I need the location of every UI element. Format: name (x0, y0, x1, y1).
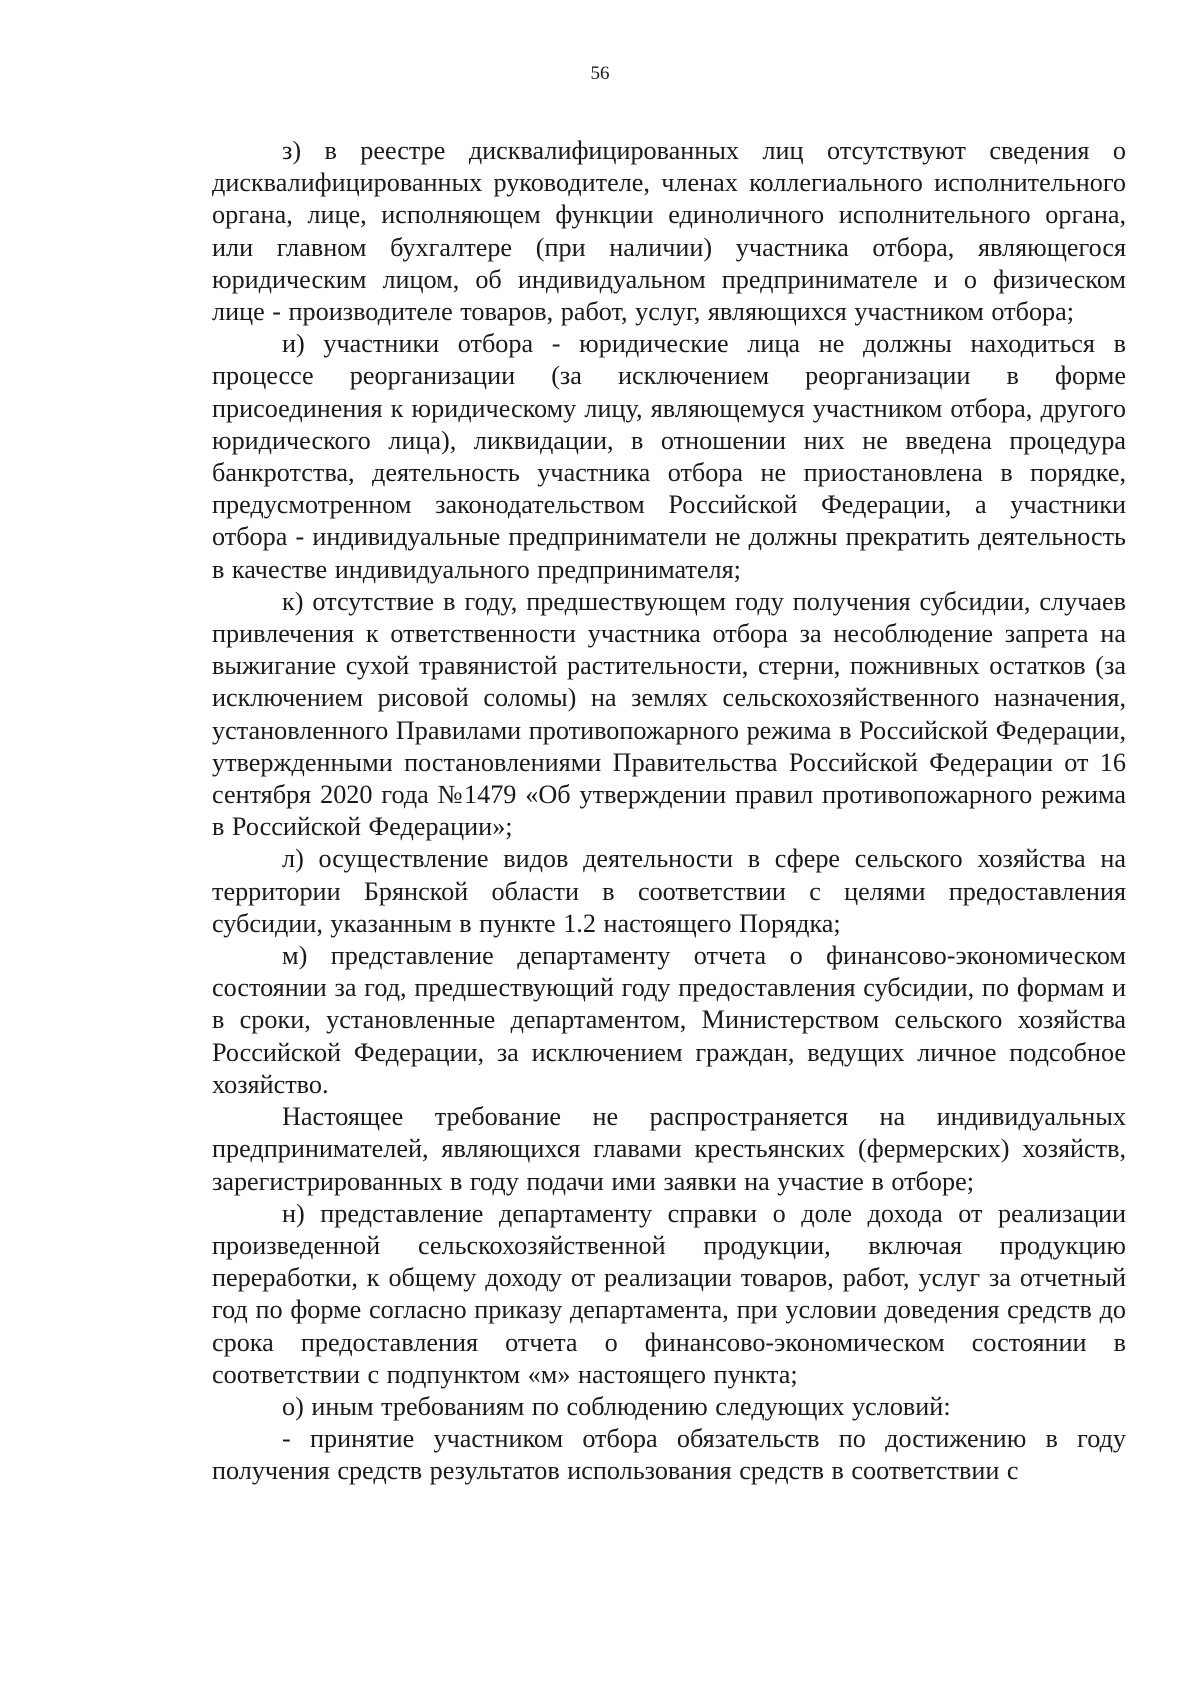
paragraph-n: н) представление департаменту справки о доле дохода от реализации произведенной сельскохозяйственной продукции, включая продукцию переработки, к общему доходу от реализации товаров, работ, услуг за отчетный год по форме согласно приказу департамента, при условии доведения средств до срока предоставления отчета о финансово-экономическом состоянии в соответствии с подпунктом «м» настоящего пункта; (212, 1198, 1126, 1389)
document-body (212, 135, 1126, 1488)
page-number: 56 (590, 63, 610, 84)
paragraph-i: и) участники отбора - юридические лица не должны находиться в процессе реорганизации (за исключением реорганизации в форме присоединения к юридическому лицу, являющемуся участником отбора, другого юридического лица), ликвидации, в отношении них не введена процедура банкротства, деятельность участника отбора не приостановлена в порядке, предусмотренном законодательством Российской Федерации, а участники отбора - индивидуальные предприниматели не должны прекратить деятельность в качестве индивидуального предпринимателя; (212, 329, 1126, 584)
paragraph-z: з) в реестре дисквалифицированных лиц отсутствуют сведения о дисквалифицированных руководителе, членах коллегиального исполнительного органа, лице, исполняющем функции единоличного исполнительного органа, или главном бухгалтере (при наличии) участника отбора, являющегося юридическим лицом, об индивидуальном предпринимателе и о физическом лице - производителе товаров, работ, услуг, являющихся участником отбора; (212, 136, 1126, 327)
paragraph-k: к) отсутствие в году, предшествующем году получения субсидии, случаев привлечения к ответственности участника отбора за несоблюдение запрета на выжигание сухой травянистой растительности, стерни, пожнивных остатков (за исключением рисовой соломы) на землях сельскохозяйственного назначения, установленного Правилами противопожарного режима в Российской Федерации, утвержденными постановлениями Правительства Российской Федерации от 16 сентября 2020 года №1479 «Об утверждении правил противопожарного режима в Российской Федерации»; (212, 586, 1126, 842)
paragraph-m: м) представление департаменту отчета о финансово-экономическом состоянии за год, предшествующий году предоставления субсидии, по формам и в сроки, установленные департаментом, Министерством сельского хозяйства Российской Федерации, за исключением граждан, ведущих личное подсобное хозяйство. (212, 941, 1126, 1099)
paragraph-o-item: - принятие участником отбора обязательств по достижению в году получения средств результатов использования средств в соответствии с (212, 1424, 1126, 1486)
paragraph-l: л) осуществление видов деятельности в сфере сельского хозяйства на территории Брянской области в соответствии с целями предоставления субсидии, указанным в пункте 1.2 настоящего Порядка; (212, 844, 1126, 938)
paragraph-o: о) иным требованиям по соблюдению следующих условий: (282, 1391, 951, 1421)
paragraph-m-note: Настоящее требование не распространяется на индивидуальных предпринимателей, являющихся главами крестьянских (фермерских) хозяйств, зарегистрированных в году подачи ими заявки на участие в отборе; (212, 1102, 1126, 1196)
